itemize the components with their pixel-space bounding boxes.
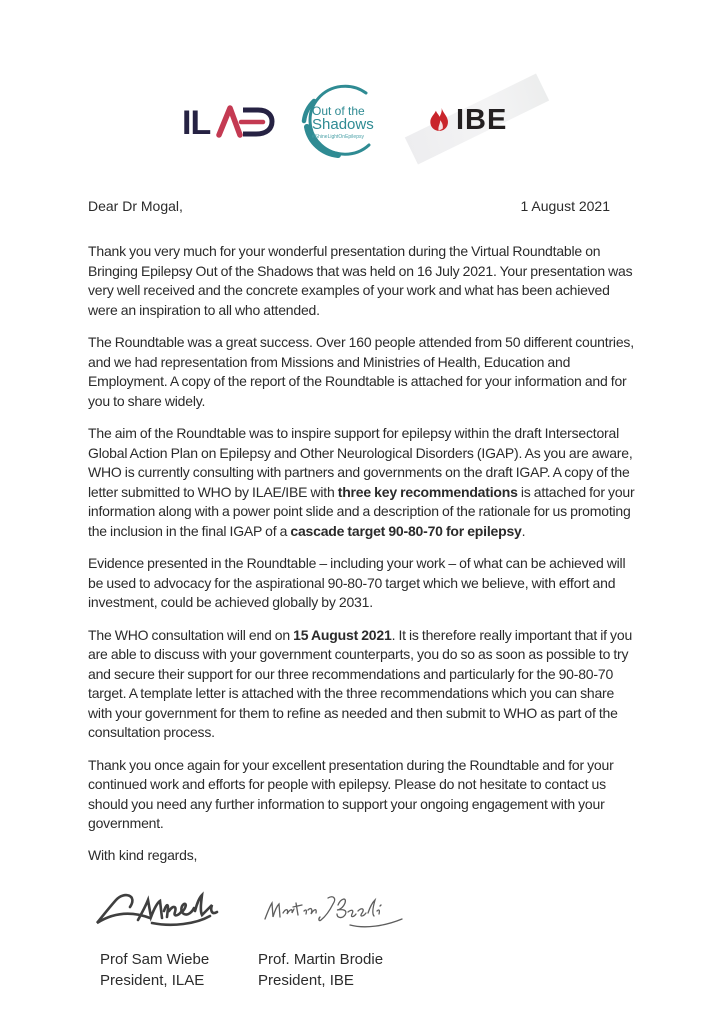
- paragraph: Thank you very much for your wonderful presentation during the Virtual Roundtable on Bringing Epilepsy Out of the Shadows that was held on 16 July 2021. Your presentation was very well received and the concrete examples of your work and what has been achieved were an inspiration to all who attended.: [88, 243, 633, 318]
- paragraph: Thank you once again for your excellent presentation during the Roundtable and for your continued work and efforts for people with epilepsy. Please do not hesitate to contact us should you need any further information to support your ongoing engagement with your government.: [88, 756, 614, 831]
- ibe-flame-icon: [428, 107, 452, 135]
- shadows-hashtag: #ShineLightOnEpilepsy: [312, 133, 364, 140]
- signature-sam-wiebe-icon: [94, 881, 246, 937]
- shadows-line2: Shadows: [312, 116, 374, 134]
- ibe-logo-icon: [410, 84, 542, 160]
- salutation: Dear Dr Mogal,: [88, 198, 183, 214]
- ilae-il-text: IL: [182, 104, 211, 142]
- shadows-logo-text: [312, 105, 374, 140]
- signatory-names-row: [88, 949, 638, 992]
- ibe-logo-text: IBE: [456, 104, 508, 136]
- paragraph: The aim of the Roundtable was to inspire support for epilepsy within the draft Intersectoral Global Action Plan on Epilepsy and Other Neurological Disorders (IGAP). As you are aware, WHO is currently consulting with partners and governments on the draft IGAP. A copy of the letter submitted to WHO by ILAE/IBE with three key recommendations is attached for your information along with a power point slide and a description of the rationale for us promoting the inclusion in the final IGAP of a cascade target 90-80-70 for epilepsy.: [88, 425, 635, 539]
- signatory-title: President, ILAE: [100, 972, 205, 989]
- ilae-logo-icon: [182, 101, 278, 143]
- letter-date: 1 August 2021: [520, 198, 610, 214]
- signatory-block-ilae: [100, 949, 246, 992]
- shadows-line1: Out of the: [312, 104, 365, 118]
- logo-row: [0, 82, 724, 162]
- signature-martin-brodie-icon: [260, 883, 410, 939]
- out-of-the-shadows-logo-icon: [300, 83, 388, 161]
- paragraph: Evidence presented in the Roundtable – including your work – of what can be achieved will be used to advocacy for the aspirational 90-80-70 target which we believe, with effort and investment, could be achieved globally by 2031.: [88, 555, 626, 610]
- signatory-title: President, IBE: [258, 972, 354, 989]
- signatory-name: Prof. Martin Brodie: [258, 950, 384, 968]
- signature-row: [88, 881, 638, 939]
- signatory-block-ibe: [258, 949, 383, 992]
- salutation-row: [88, 198, 638, 214]
- signatory-name: Prof Sam Wiebe: [100, 950, 210, 968]
- ilae-logo-svg: [182, 101, 278, 143]
- letter-body: [88, 242, 638, 834]
- letter-content: [0, 198, 724, 992]
- paragraph: The Roundtable was a great success. Over 160 people attended from 50 different countries, and we had representation from Missions and Ministries of Health, Education and Employment. A copy of the report of the Roundtable is attached for your information and for you to share widely.: [88, 334, 634, 409]
- closing: With kind regards,: [88, 846, 198, 863]
- ilae-a-glyph: [219, 108, 240, 135]
- paragraph: The WHO consultation will end on 15 August 2021. It is therefore really important that if you are able to discuss with your government counterparts, you do so as soon as possible to try and secure their support for our three recommendations and particularly for the 90-80-70 target. A template letter is attached with the three recommendations which you can share with your government for them to refine as needed and then submit to WHO as part of the consultation process.: [88, 626, 633, 740]
